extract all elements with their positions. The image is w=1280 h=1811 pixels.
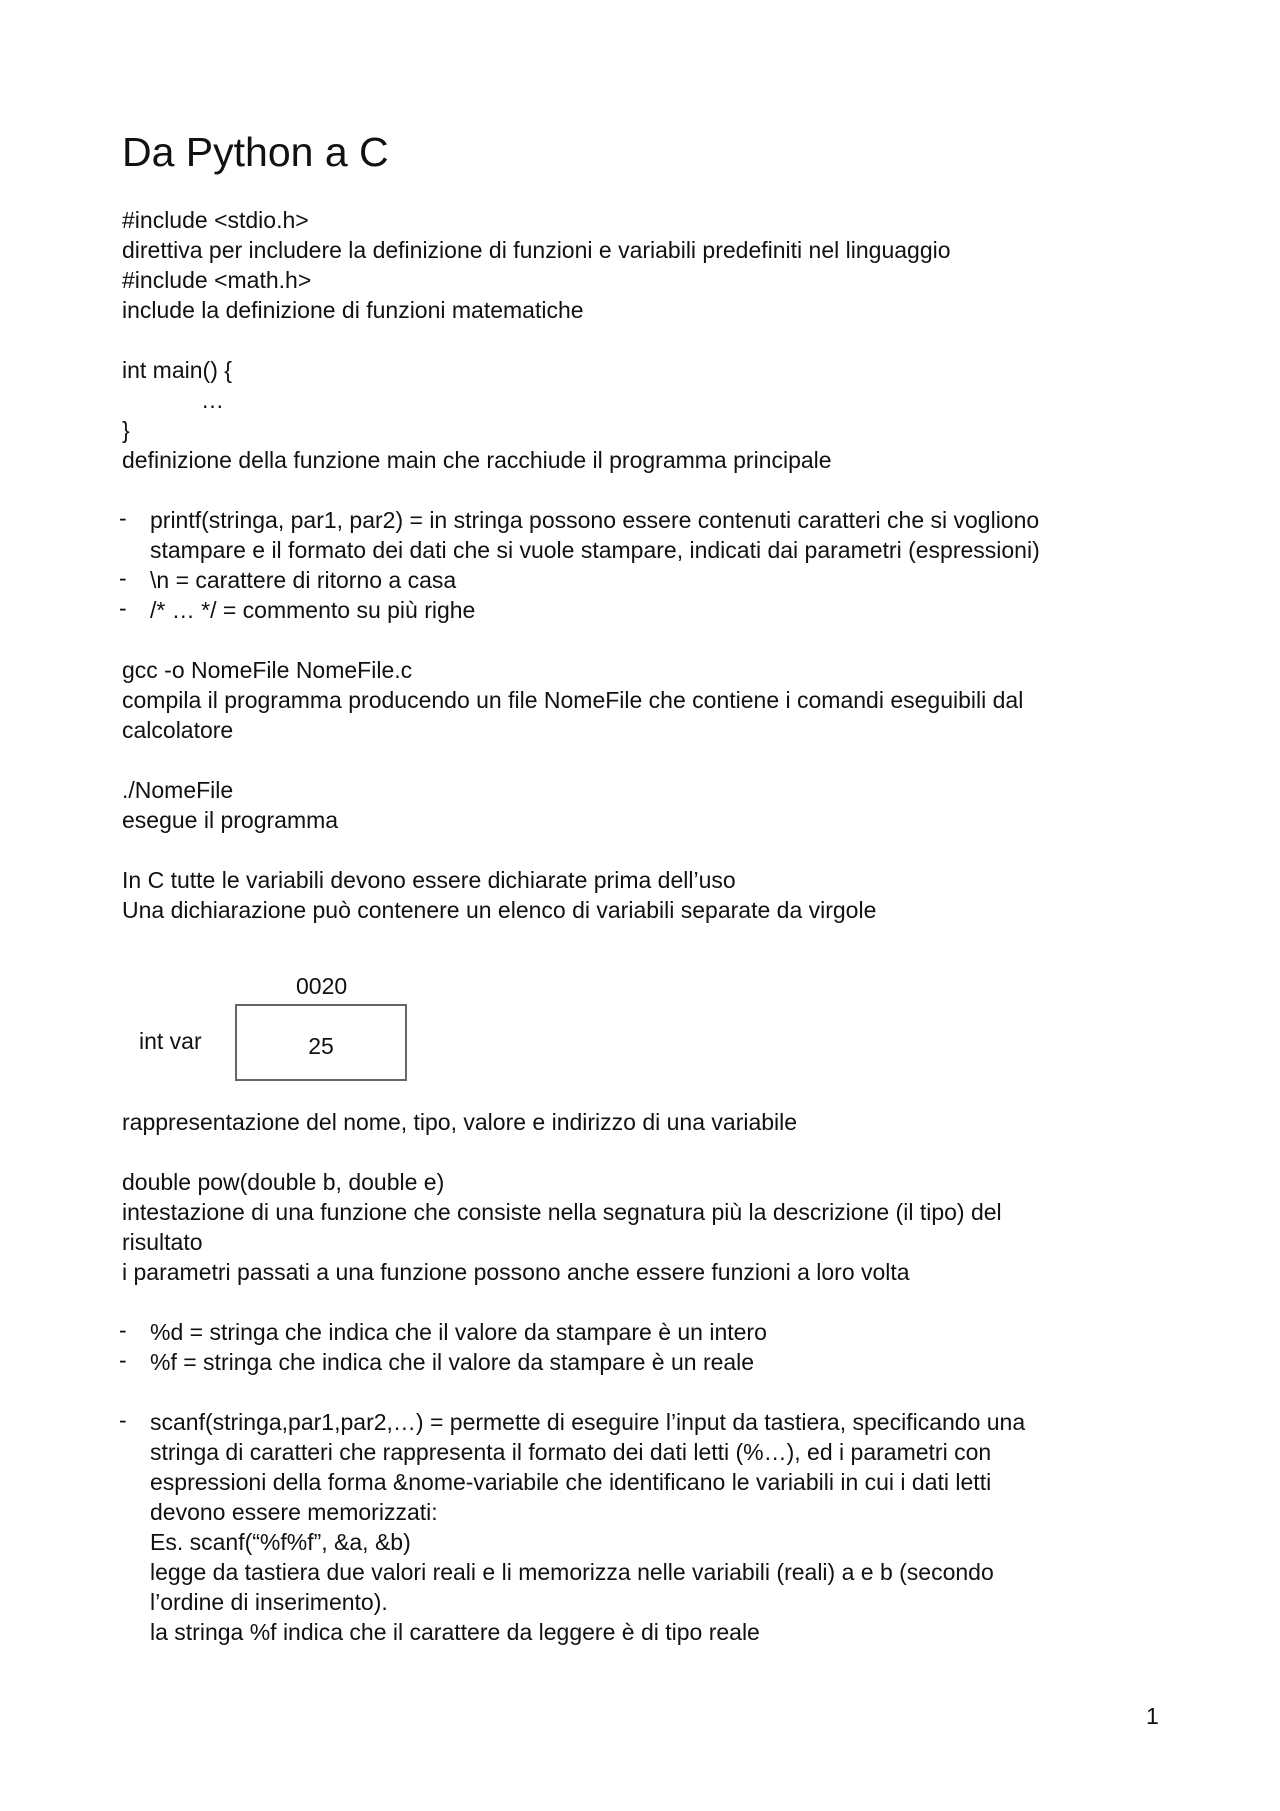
pow-description-line1: intestazione di una funzione che consiste nella segnatura più la descrizione (il tipo) del bbox=[122, 1199, 1002, 1225]
main-open-code: int main() { bbox=[122, 357, 232, 383]
memory-variable-label: int var bbox=[139, 1028, 202, 1054]
printf-item-line1: printf(stringa, par1, par2) = in stringa possono essere contenuti caratteri che si vogliono bbox=[150, 507, 1040, 533]
printf-item-line2: stampare e il formato dei dati che si vuole stampare, indicati dai parametri (espressioni) bbox=[150, 537, 1040, 563]
memory-address-label: 0020 bbox=[296, 973, 348, 999]
include-stdio-code: #include <stdio.h> bbox=[122, 207, 309, 233]
include-stdio-description: direttiva per includere la definizione di funzioni e variabili predefiniti nel linguaggio bbox=[122, 237, 951, 263]
run-command: ./NomeFile bbox=[122, 777, 234, 803]
include-math-code: #include <math.h> bbox=[122, 267, 312, 293]
scanf-item-line6: legge da tastiera due valori reali e li memorizza nelle variabili (reali) a e b (secondo bbox=[150, 1559, 994, 1585]
main-description: definizione della funzione main che racchiude il programma principale bbox=[122, 447, 832, 473]
bullet-marker: - bbox=[119, 565, 127, 591]
newline-item: \n = carattere di ritorno a casa bbox=[150, 567, 457, 593]
gcc-command: gcc -o NomeFile NomeFile.c bbox=[122, 657, 413, 683]
memory-cell-box bbox=[235, 1004, 407, 1081]
scanf-item-line4: devono essere memorizzati: bbox=[150, 1499, 438, 1525]
comment-item: /* … */ = commento su più righe bbox=[150, 597, 476, 623]
bullet-marker: - bbox=[119, 1317, 127, 1343]
bullet-marker: - bbox=[119, 505, 127, 531]
gcc-description-line2: calcolatore bbox=[122, 717, 234, 743]
page-number: 1 bbox=[1146, 1703, 1159, 1729]
scanf-item-line8: la stringa %f indica che il carattere da leggere è di tipo reale bbox=[150, 1619, 760, 1645]
scanf-item-line1: scanf(stringa,par1,par2,…) = permette di eseguire l’input da tastiera, specificando una bbox=[150, 1409, 1026, 1435]
main-body-ellipsis: … bbox=[201, 387, 224, 413]
diagram-caption: rappresentazione del nome, tipo, valore e indirizzo di una variabile bbox=[122, 1109, 798, 1135]
page-title: Da Python a C bbox=[122, 129, 389, 175]
scanf-item-line2: stringa di caratteri che rappresenta il formato dei dati letti (%…), ed i parametri con bbox=[150, 1439, 992, 1465]
declaration-rule: In C tutte le variabili devono essere dichiarate prima dell’uso bbox=[122, 867, 736, 893]
bullet-marker: - bbox=[119, 1347, 127, 1373]
scanf-item-line3: espressioni della forma &nome-variabile che identificano le variabili in cui i dati letti bbox=[150, 1469, 992, 1495]
run-description: esegue il programma bbox=[122, 807, 339, 833]
bullet-marker: - bbox=[119, 595, 127, 621]
scanf-example: Es. scanf(“%f%f”, &a, &b) bbox=[150, 1529, 411, 1555]
params-description: i parametri passati a una funzione possono anche essere funzioni a loro volta bbox=[122, 1259, 910, 1285]
bullet-marker: - bbox=[119, 1407, 127, 1433]
scanf-item-line7: l’ordine di inserimento). bbox=[150, 1589, 388, 1615]
include-math-description: include la definizione di funzioni matematiche bbox=[122, 297, 584, 323]
memory-cell-value: 25 bbox=[308, 1032, 334, 1059]
declaration-list-rule: Una dichiarazione può contenere un elenco di variabili separate da virgole bbox=[122, 897, 877, 923]
gcc-description-line1: compila il programma producendo un file NomeFile che contiene i comandi eseguibili dal bbox=[122, 687, 1024, 713]
format-f-item: %f = stringa che indica che il valore da stampare è un reale bbox=[150, 1349, 755, 1375]
pow-description-line2: risultato bbox=[122, 1229, 203, 1255]
main-close-code: } bbox=[122, 417, 130, 443]
pow-signature: double pow(double b, double e) bbox=[122, 1169, 445, 1195]
format-d-item: %d = stringa che indica che il valore da stampare è un intero bbox=[150, 1319, 767, 1345]
